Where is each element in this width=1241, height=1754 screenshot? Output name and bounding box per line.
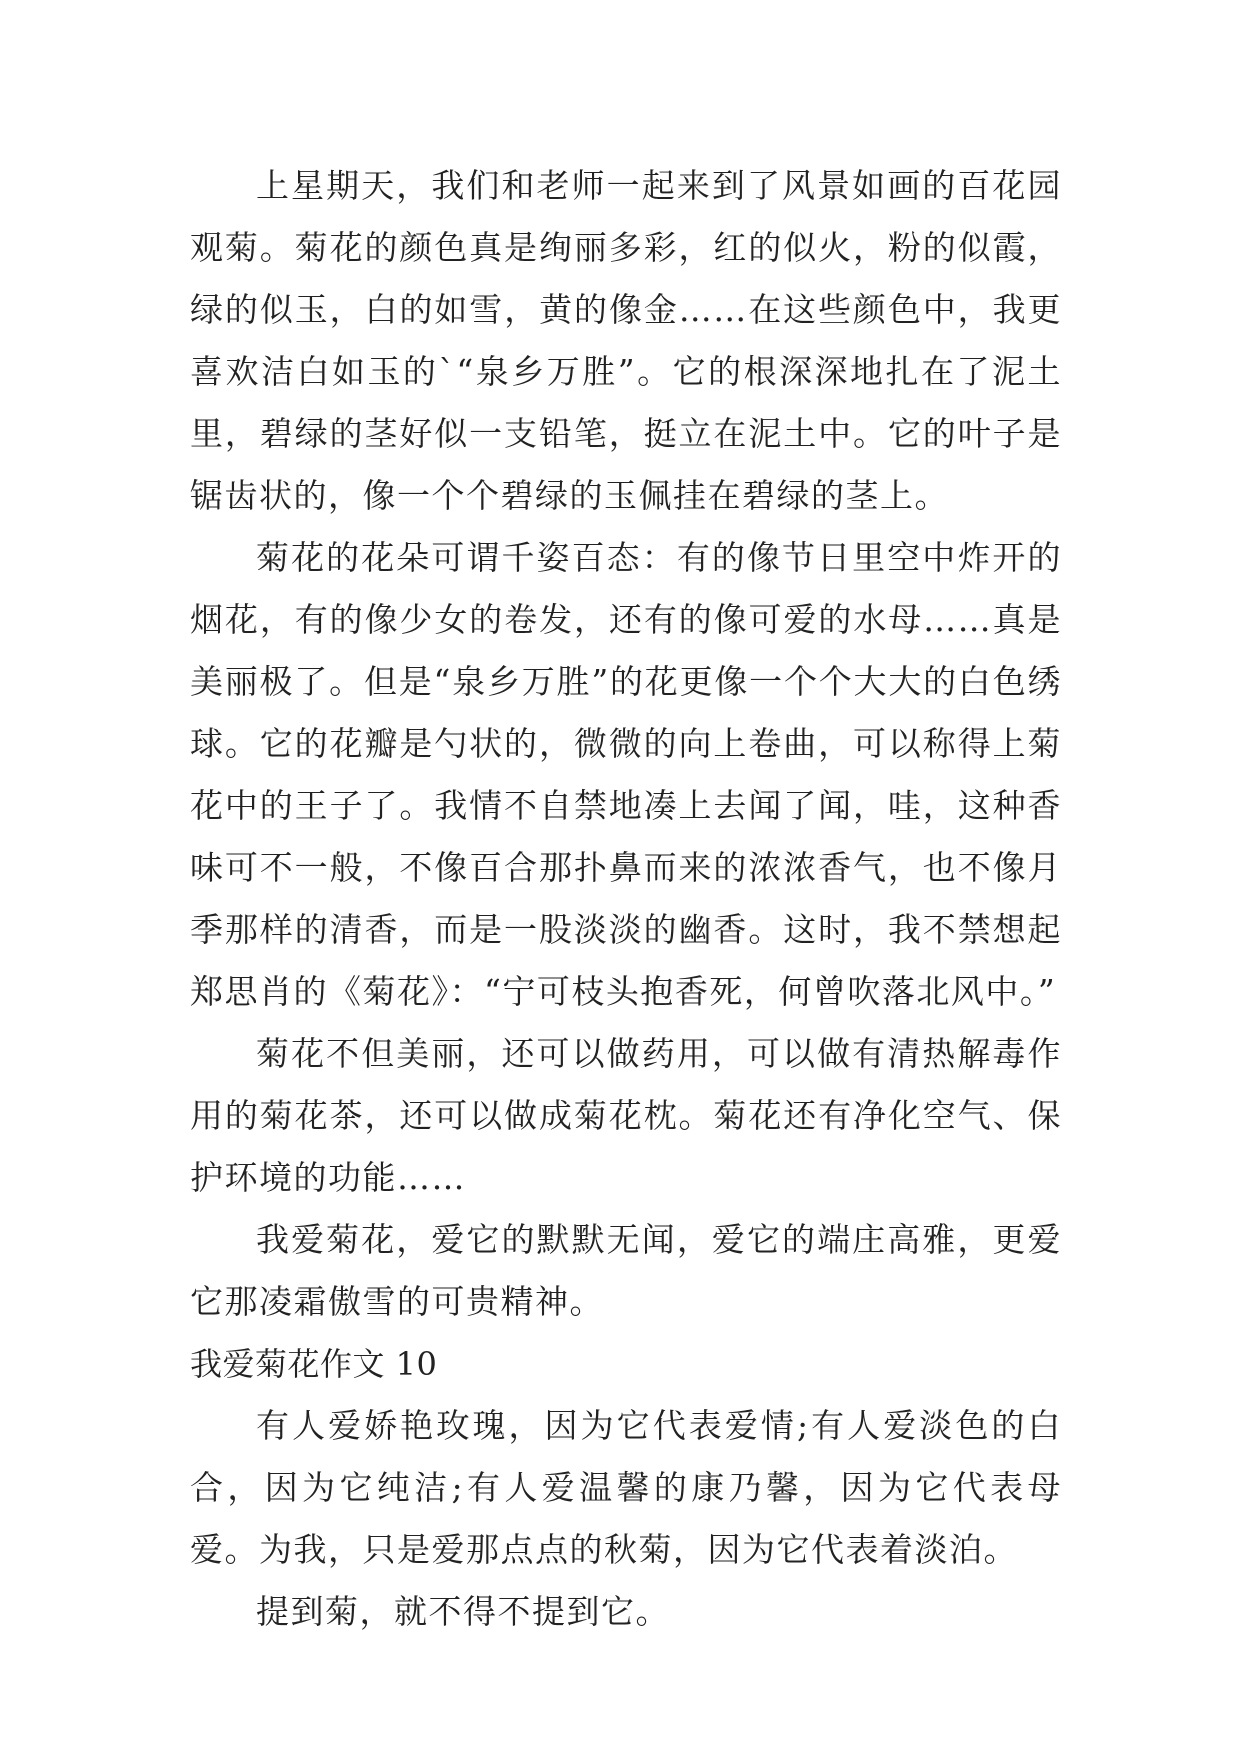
paragraph-1: 上星期天，我们和老师一起来到了风景如画的百花园观菊。菊花的颜色真是绚丽多彩，红的似火，粉的似霞，绿的似玉，白的如雪，黄的像金……在这些颜色中，我更喜欢洁白如玉的`“泉乡万胜”。它的根深深地扎在了泥土里，碧绿的茎好似一支铅笔，挺立在泥土中。它的叶子是锯齿状的，像一个个碧绿的玉佩挂在碧绿的茎上。: [190, 166, 1062, 515]
paragraph-5: 有人爱娇艳玫瑰，因为它代表爱情;有人爱淡色的白合，因为它纯洁;有人爱温馨的康乃馨，因为它代表母爱。为我，只是爱那点点的秋菊，因为它代表着淡泊。: [190, 1406, 1062, 1569]
paragraph-6: 提到菊，就不得不提到它。: [256, 1592, 670, 1631]
document-body: [190, 155, 1062, 1643]
paragraph-3: 菊花不但美丽，还可以做药用，可以做有清热解毒作用的菊花茶，还可以做成菊花枕。菊花还有净化空气、保护环境的功能……: [190, 1034, 1062, 1197]
section-heading: 我爱菊花作文 10: [190, 1345, 438, 1383]
paragraph-4: 我爱菊花，爱它的默默无闻，爱它的端庄高雅，更爱它那凌霜傲雪的可贵精神。: [190, 1220, 1062, 1321]
paragraph-2: 菊花的花朵可谓千姿百态：有的像节日里空中炸开的烟花，有的像少女的卷发，还有的像可爱的水母……真是美丽极了。但是“泉乡万胜”的花更像一个个大大的白色绣球。它的花瓣是勺状的，微微的向上卷曲，可以称得上菊花中的王子了。我情不自禁地凑上去闻了闻，哇，这种香味可不一般，不像百合那扑鼻而来的浓浓香气，也不像月季那样的清香，而是一股淡淡的幽香。这时，我不禁想起郑思肖的《菊花》：“宁可枝头抱香死，何曾吹落北风中。”: [190, 538, 1062, 1011]
